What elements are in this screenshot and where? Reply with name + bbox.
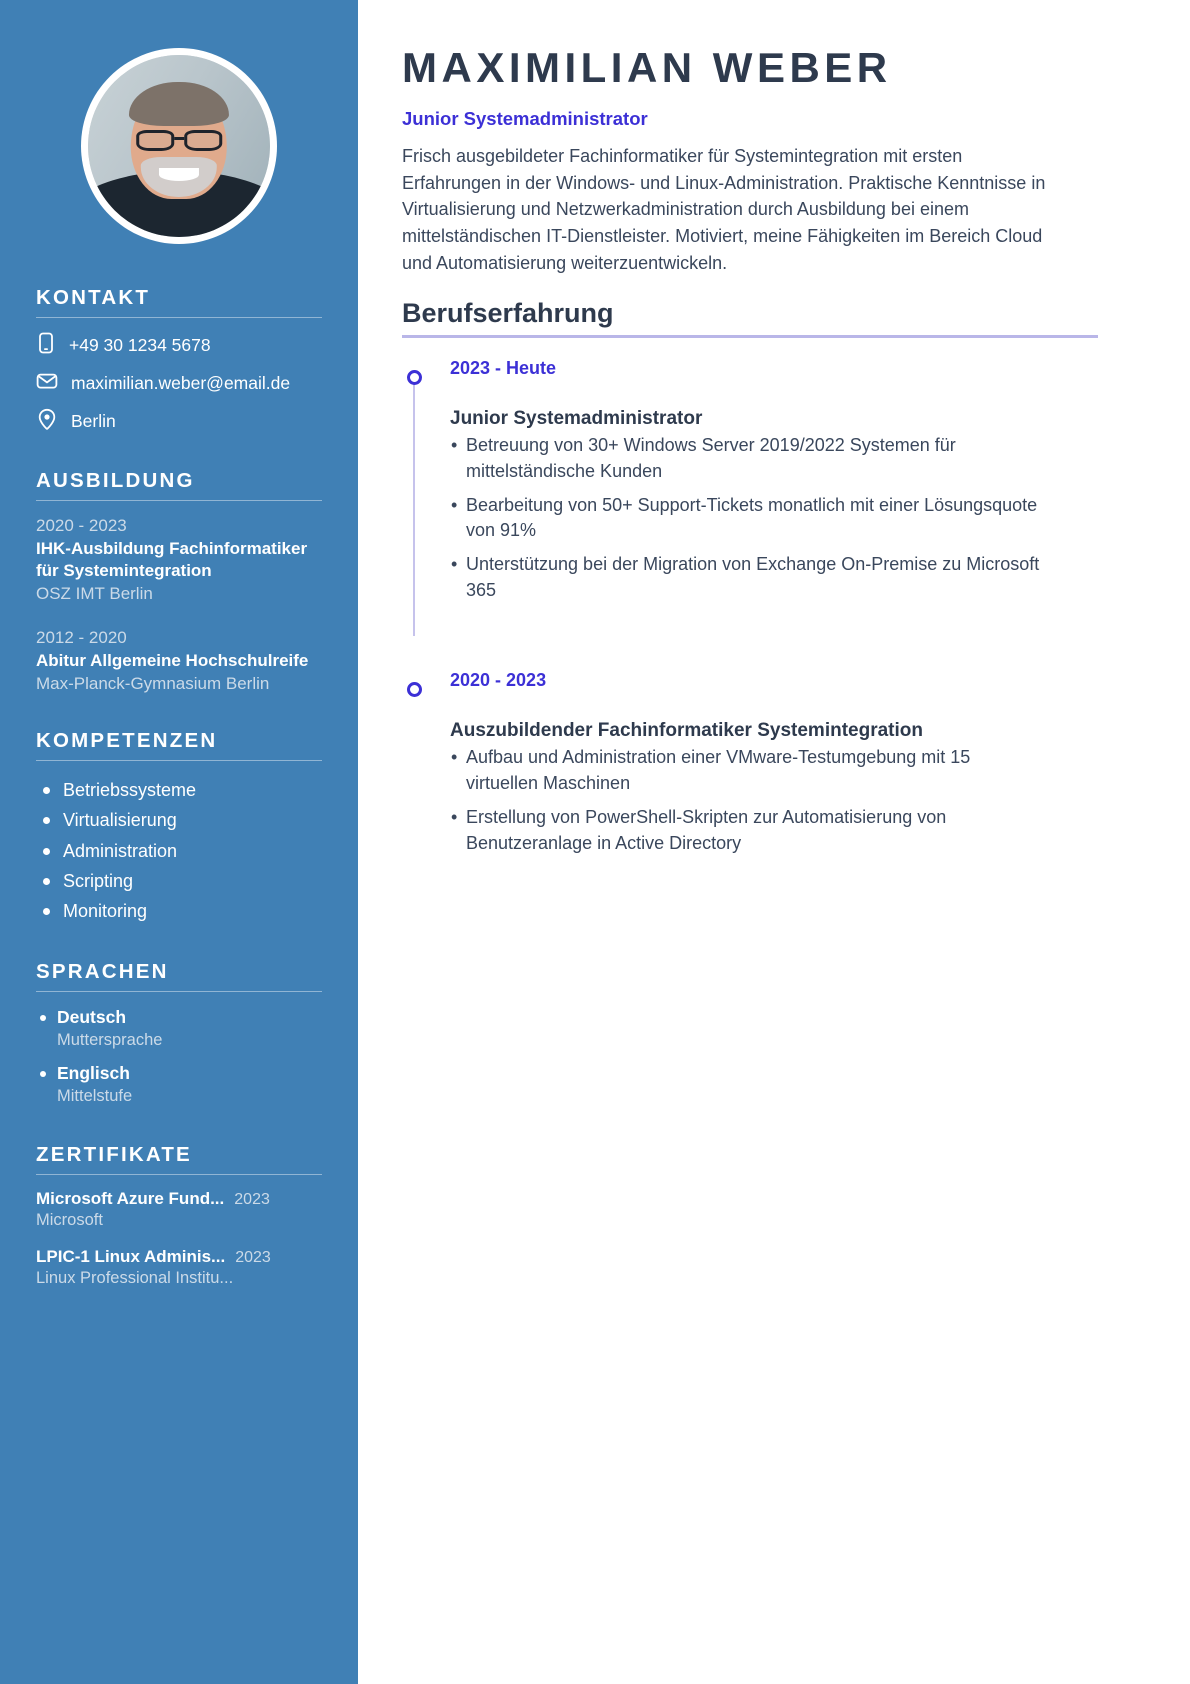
page-title: MAXIMILIAN WEBER: [402, 44, 892, 91]
list-item: Scripting: [36, 866, 322, 896]
education-divider: [36, 500, 322, 501]
certificate-name: Microsoft Azure Fund...: [36, 1188, 225, 1208]
experience-period: 2020 - 2023: [450, 670, 547, 691]
education-school: Max-Planck-Gymnasium Berlin: [36, 673, 270, 693]
education-degree: IHK-Ausbildung Fachinformatiker für Systemintegration: [36, 538, 308, 581]
languages-heading: SPRACHEN: [36, 960, 169, 984]
certificates-section: [36, 1143, 322, 1288]
contact-email[interactable]: [36, 370, 322, 397]
phone-icon: [36, 332, 56, 359]
experience-heading: Berufserfahrung: [402, 298, 614, 329]
timeline-spacer: [402, 622, 1098, 664]
list-item: Virtualisierung: [36, 805, 322, 835]
list-item: • Betreuung von 30+ Windows Server 2019/2022 Systemen für mittelständische Kunden: [450, 433, 1040, 485]
list-item: • Bearbeitung von 50+ Support-Tickets monatlich mit einer Lösungsquote von 91%: [450, 493, 1040, 545]
experience-item: [402, 352, 1098, 622]
list-item: • Aufbau und Administration einer VMware-Testumgebung mit 15 virtuellen Maschinen: [450, 745, 1040, 797]
languages-list: [36, 1006, 322, 1108]
list-item: [36, 1006, 322, 1053]
certificate-year: 2023: [234, 1190, 270, 1208]
experience-bullets: [450, 745, 1098, 857]
experience-period: 2023 - Heute: [450, 358, 557, 379]
contact-phone[interactable]: [36, 332, 322, 359]
location-icon: [36, 408, 58, 435]
timeline-marker-icon: [407, 370, 422, 385]
education-period: 2020 - 2023: [36, 516, 127, 535]
language-level: Mittelstufe: [57, 1086, 133, 1105]
certificates-divider: [36, 1174, 322, 1175]
job-title: Junior Systemadministrator: [402, 108, 648, 130]
timeline-marker-icon: [407, 682, 422, 697]
experience-divider: [402, 335, 1098, 338]
certificate-issuer: Microsoft: [36, 1210, 103, 1229]
experience-timeline: [402, 352, 1098, 874]
list-item: Administration: [36, 836, 322, 866]
glasses-icon: [136, 130, 222, 152]
contact-email-value: maximilian.weber@email.de: [71, 373, 291, 393]
sidebar: [0, 0, 358, 1684]
certificates-heading: ZERTIFIKATE: [36, 1142, 192, 1166]
skills-divider: [36, 760, 322, 761]
contact-phone-value: +49 30 1234 5678: [69, 335, 211, 355]
languages-section: [36, 960, 322, 1108]
education-heading: AUSBILDUNG: [36, 469, 195, 492]
certificate-item: [36, 1247, 322, 1288]
education-item: [36, 515, 322, 605]
experience-role: Auszubildender Fachinformatiker Systemintegration: [450, 719, 923, 741]
certificate-year: 2023: [235, 1248, 271, 1266]
email-icon: [36, 370, 58, 397]
timeline-line: [413, 378, 415, 636]
summary-text: Frisch ausgebildeter Fachinformatiker für Systemintegration mit ersten Erfahrungen in der Windows- und Linux-Administration. Praktische Kenntnisse in Virtualisierung und Netzwerkadministration durch Ausbildung bei einem mittelständischen IT-Dienstleister. Motiviert, meine Fähigkeiten im Bereich Cloud und Automatisierung weiterzuentwickeln.: [402, 146, 1046, 273]
contact-divider: [36, 317, 322, 318]
certificate-name: LPIC-1 Linux Adminis...: [36, 1246, 226, 1266]
education-period: 2012 - 2020: [36, 628, 127, 648]
contact-section: [36, 286, 322, 435]
experience-role: Junior Systemadministrator: [450, 407, 703, 429]
contact-location-value: Berlin: [71, 411, 116, 431]
main-content: [358, 0, 1190, 1684]
avatar: [81, 48, 277, 244]
list-item: Monitoring: [36, 896, 322, 926]
skills-list: [36, 775, 322, 926]
certificate-item: [36, 1189, 322, 1230]
contact-location[interactable]: [36, 408, 322, 435]
language-name: Deutsch: [57, 1007, 127, 1028]
language-level: Muttersprache: [57, 1030, 163, 1049]
language-name: Englisch: [57, 1062, 130, 1083]
list-item: • Unterstützung bei der Migration von Exchange On-Premise zu Microsoft 365: [450, 552, 1040, 604]
profile-photo: [88, 55, 270, 237]
languages-divider: [36, 991, 322, 992]
experience-item: [402, 664, 1098, 874]
list-item: • Erstellung von PowerShell-Skripten zur Automatisierung von Benutzeranlage in Active Directory: [450, 805, 1040, 857]
photo-smile: [159, 168, 199, 181]
education-item: [36, 627, 322, 695]
education-section: [36, 469, 322, 695]
skills-heading: KOMPETENZEN: [36, 729, 218, 753]
skills-section: [36, 729, 322, 926]
contact-heading: KONTAKT: [36, 286, 151, 309]
contact-list: [36, 332, 322, 435]
list-item: Betriebssysteme: [36, 775, 322, 805]
education-school: OSZ IMT Berlin: [36, 583, 153, 603]
experience-bullets: [450, 433, 1098, 604]
list-item: [36, 1062, 322, 1109]
certificate-issuer: Linux Professional Institu...: [36, 1268, 234, 1287]
education-degree: Abitur Allgemeine Hochschulreife: [36, 651, 309, 671]
